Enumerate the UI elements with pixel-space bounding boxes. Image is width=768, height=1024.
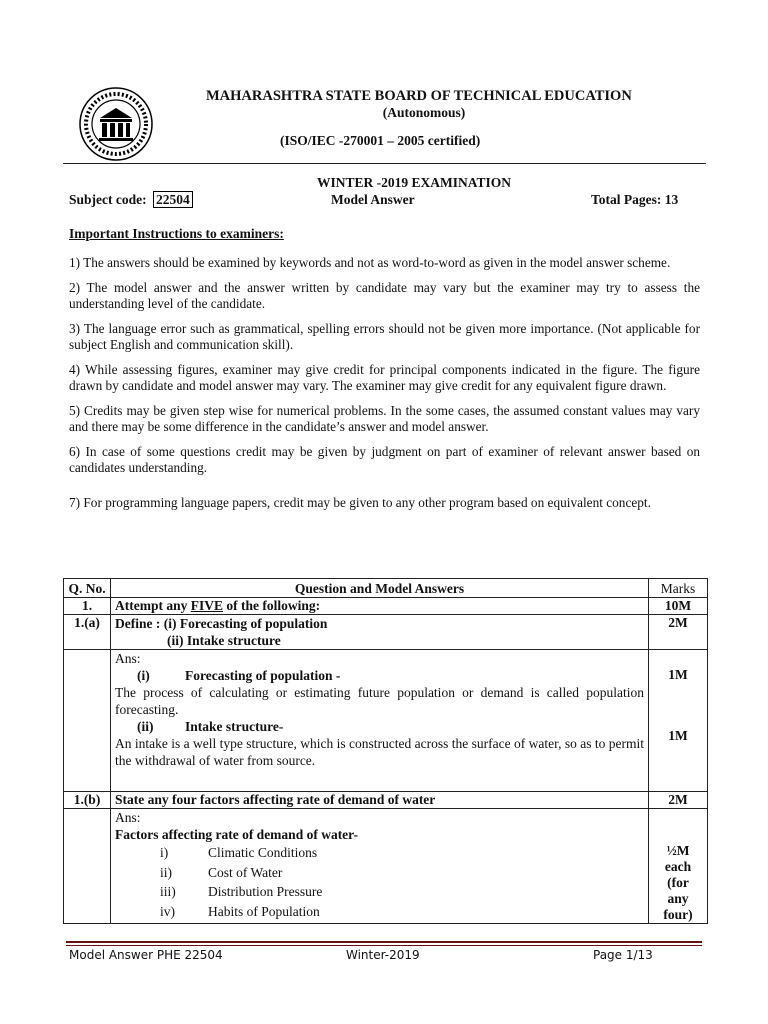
factor-num: iv) <box>160 903 175 919</box>
table-row <box>64 809 708 924</box>
q1a-part2-text: An intake is a well type structure, which is constructed across the surface of water, so as to permit the withdrawal of water from source. <box>115 736 644 768</box>
instruction-item: 2) The model answer and the answer written by candidate may vary but the examiner may try to assess the understanding level of the candidate. <box>69 279 700 311</box>
q1-marks: 10M <box>649 598 708 615</box>
footer-left: Model Answer PHE 22504 <box>69 948 223 962</box>
org-title: MAHARASHTRA STATE BOARD OF TECHNICAL EDUCATION <box>206 88 632 104</box>
q1a-part1-heading <box>115 667 644 684</box>
instructions-heading: Important Instructions to examiners: <box>69 226 284 241</box>
q1a-part1-num: (i) <box>137 668 150 683</box>
factor-num: iii) <box>160 884 176 899</box>
q1a-define-line2: (ii) Intake structure <box>167 633 281 648</box>
header-divider <box>63 163 706 164</box>
list-item <box>115 882 644 902</box>
footer-center: Winter-2019 <box>346 948 420 962</box>
certification: (ISO/IEC -270001 – 2005 certified) <box>280 133 481 148</box>
instructions-list <box>69 255 700 519</box>
factor-text: Distribution Pressure <box>208 884 323 899</box>
factor-num: i) <box>160 845 169 860</box>
header-qa: Question and Model Answers <box>111 579 649 598</box>
q1a-answer <box>111 650 649 792</box>
q1a-part2-marks: 1M <box>668 728 688 743</box>
subject-label: Subject code: <box>69 192 147 207</box>
q1b-marks-line: four) <box>663 907 693 922</box>
list-item <box>115 902 644 922</box>
q1a-part1-title: Forecasting of population - <box>185 668 341 683</box>
q1a-part1-marks: 1M <box>668 667 688 682</box>
subject-code: 22504 <box>153 191 193 208</box>
header-qno: Q. No. <box>64 579 111 598</box>
subject-code-line <box>69 192 193 208</box>
q1b-marks-line: each <box>664 859 692 874</box>
q1a-number: 1.(a) <box>64 615 111 650</box>
instruction-item: 6) In case of some questions credit may be given by judgment on part of examiner of relevant answer based on candidates understanding. <box>69 443 700 475</box>
q1a-ans-label: Ans: <box>115 651 141 666</box>
table-header-row <box>64 579 708 598</box>
org-subtitle: (Autonomous) <box>382 105 466 120</box>
msbte-logo <box>78 86 154 162</box>
page-header <box>0 0 768 165</box>
q1b-factors-heading: Factors affecting rate of demand of water- <box>115 827 359 842</box>
q1a-marks: 2M <box>649 615 708 650</box>
q1b-answer-empty <box>64 809 111 924</box>
q1a-part2-heading <box>115 718 644 735</box>
q1b-number: 1.(b) <box>64 792 111 809</box>
q1-text <box>111 598 649 615</box>
q1a-part1-text: The process of calculating or estimating future population or demand is called population forecasting. <box>115 685 644 717</box>
q1a-define-line1: Define : (i) Forecasting of population <box>115 616 328 631</box>
table-row <box>64 598 708 615</box>
footer-rule <box>66 941 702 943</box>
total-pages: Total Pages: 13 <box>591 192 679 207</box>
instruction-item: 5) Credits may be given step wise for numerical problems. In the some cases, the assumed constant values may vary and there may be some difference in the candidate’s answer and model answer. <box>69 402 700 434</box>
model-answer-label: Model Answer <box>331 192 415 207</box>
q1b-marks-line: ½M <box>666 843 690 858</box>
instruction-item: 7) For programming language papers, credit may be given to any other program based on equivalent concept. <box>69 494 651 510</box>
list-item <box>115 863 644 883</box>
q1-text-after: of the following: <box>226 598 321 613</box>
table-row <box>64 792 708 809</box>
q1-five: FIVE <box>190 598 224 613</box>
instruction-item: 4) While assessing figures, examiner may give credit for principal components indicated in the figure. The figure drawn by candidate and model answer may vary. The examiner may give credit for any equivalent figure drawn. <box>69 361 700 393</box>
header-marks: Marks <box>649 579 708 598</box>
q1b-answer-marks <box>649 809 708 924</box>
q1b-question: State any four factors affecting rate of demand of water <box>111 792 649 809</box>
q1b-ans-label: Ans: <box>115 810 141 825</box>
factor-text: Habits of Population <box>208 903 320 919</box>
q1a-part2-num: (ii) <box>137 719 154 734</box>
table-row <box>64 650 708 792</box>
q1b-marks-line: (for <box>667 875 689 890</box>
factor-text: Climatic Conditions <box>208 845 318 860</box>
q1-text-before: Attempt any <box>115 598 188 613</box>
footer-page-number: Page 1/13 <box>593 948 653 962</box>
q1a-answer-empty <box>64 650 111 792</box>
list-item <box>115 843 644 863</box>
q1a-part2-title: Intake structure- <box>185 719 284 734</box>
instruction-item: 1) The answers should be examined by keywords and not as word-to-word as given in the model answer scheme. <box>69 255 671 270</box>
table-row <box>64 615 708 650</box>
factor-num: ii) <box>160 864 172 880</box>
question-answer-table <box>63 578 708 924</box>
q1-number: 1. <box>64 598 111 615</box>
q1b-answer <box>111 809 649 924</box>
q1b-marks: 2M <box>649 792 708 809</box>
instruction-item: 3) The language error such as grammatical, spelling errors should not be given more importance. (Not applicable for subject English and communication skill). <box>69 320 700 352</box>
exam-title: WINTER -2019 EXAMINATION <box>316 175 511 190</box>
q1a-question <box>111 615 649 650</box>
q1b-marks-line: any <box>667 891 689 906</box>
factor-text: Cost of Water <box>208 864 283 880</box>
q1a-answer-marks <box>649 650 708 792</box>
footer-rule-thin <box>66 945 702 946</box>
